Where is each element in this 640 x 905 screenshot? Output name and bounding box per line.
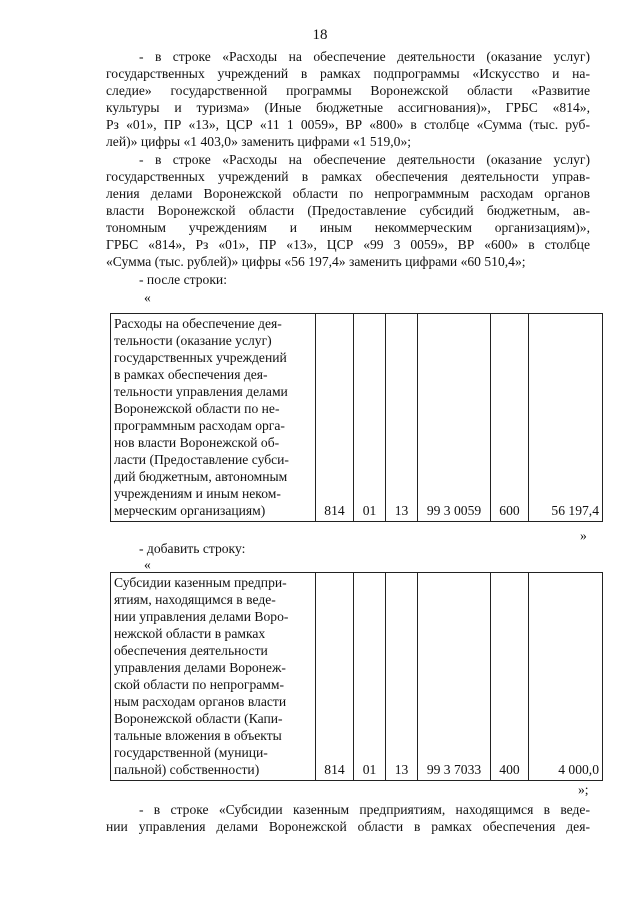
description-line: дий бюджетным, автономным bbox=[114, 469, 288, 484]
description-line: ской области по непрограмм- bbox=[114, 677, 285, 692]
text-line: тономным учреждениям и иным некоммерческим организациям)», bbox=[106, 220, 590, 235]
cell-rz: 01 bbox=[354, 314, 386, 522]
open-quote: « bbox=[144, 290, 151, 305]
description-line: управления делами Воронеж- bbox=[114, 660, 286, 675]
cell-pr: 13 bbox=[386, 573, 418, 781]
description-line: пальной) собственности) bbox=[114, 762, 260, 777]
description-line: учреждениям и иным неком- bbox=[114, 486, 281, 501]
cell-grbs: 814 bbox=[316, 573, 354, 781]
paragraph-amendment-3 bbox=[106, 801, 590, 835]
label-text: - добавить строку: bbox=[139, 541, 246, 556]
budget-table-existing-row bbox=[110, 313, 603, 522]
description-line: тальные вложения в объекты bbox=[114, 728, 282, 743]
page-number: 18 bbox=[312, 27, 328, 43]
description-line: нии управления делами Воро- bbox=[114, 609, 289, 624]
text-line: - в строке «Субсидии казенным предприятиям, находящимся в веде- bbox=[139, 802, 590, 817]
text-line: государственных учреждений в рамках подпрограммы «Искусство и на- bbox=[106, 66, 590, 81]
description-line: Расходы на обеспечение дея- bbox=[114, 316, 282, 331]
description-line: обеспечения деятельности bbox=[114, 643, 268, 658]
text-line: лей)» цифры «1 403,0» заменить цифрами «1 519,0»; bbox=[106, 134, 412, 149]
description-line: ным расходам органов власти bbox=[114, 694, 287, 709]
description-line: ласти (Предоставление субси- bbox=[114, 452, 289, 467]
text-line: «Сумма (тыс. рублей)» цифры «56 197,4» заменить цифрами «60 510,4»; bbox=[106, 254, 526, 269]
row-description bbox=[111, 314, 316, 522]
paragraph-amendment-1 bbox=[106, 48, 590, 150]
cell-csr: 99 3 0059 bbox=[418, 314, 491, 522]
description-line: государственной (муници- bbox=[114, 745, 268, 760]
cell-sum: 56 197,4 bbox=[529, 314, 603, 522]
cell-rz: 01 bbox=[354, 573, 386, 781]
text-line: следие» государственной программы Воронежской области «Развитие bbox=[106, 83, 590, 98]
label-text: - после строки: bbox=[139, 272, 227, 287]
table-row bbox=[111, 314, 603, 522]
cell-sum: 4 000,0 bbox=[529, 573, 603, 781]
text-line: нии управления делами Воронежской области в рамках обеспечения дея- bbox=[106, 819, 590, 834]
description-line: нежской области в рамках bbox=[114, 626, 266, 641]
description-line: государственных учреждений bbox=[114, 350, 287, 365]
description-line: тельности (оказание услуг) bbox=[114, 333, 272, 348]
description-line: мерческим организациям) bbox=[114, 503, 266, 518]
cell-csr: 99 3 7033 bbox=[418, 573, 491, 781]
row-description bbox=[111, 573, 316, 781]
open-quote: « bbox=[144, 557, 151, 572]
cell-pr: 13 bbox=[386, 314, 418, 522]
text-line: культуры и туризма» (Иные бюджетные ассигнования)», ГРБС «814», bbox=[106, 100, 590, 115]
text-line: ления делами Воронежской области по непрограммным расходам органов bbox=[106, 186, 590, 201]
text-line: Рз «01», ПР «13», ЦСР «11 1 0059», ВР «800» в столбце «Сумма (тыс. руб- bbox=[106, 117, 590, 132]
text-line: - в строке «Расходы на обеспечение деятельности (оказание услуг) bbox=[139, 152, 590, 167]
description-line: ятиям, находящимся в веде- bbox=[114, 592, 276, 607]
cell-vr: 600 bbox=[491, 314, 529, 522]
description-line: в рамках обеспечения дея- bbox=[114, 367, 268, 382]
text-line: государственных учреждений в рамках обеспечения деятельности управ- bbox=[106, 169, 590, 184]
description-line: программным расходам орга- bbox=[114, 418, 285, 433]
description-line: Субсидии казенным предпри- bbox=[114, 575, 287, 590]
text-line: - в строке «Расходы на обеспечение деятельности (оказание услуг) bbox=[139, 49, 590, 64]
paragraph-amendment-2 bbox=[106, 151, 590, 270]
description-line: нов власти Воронежской об- bbox=[114, 435, 280, 450]
text-line: власти Воронежской области (Предоставление субсидий бюджетным, ав- bbox=[106, 203, 590, 218]
after-row-label bbox=[106, 271, 590, 288]
close-quote-semicolon: »; bbox=[578, 782, 589, 797]
close-quote: » bbox=[580, 528, 587, 543]
budget-table-new-row bbox=[110, 572, 603, 781]
text-line: ГРБС «814», Рз «01», ПР «13», ЦСР «99 3 0059», ВР «600» в столбце bbox=[106, 237, 590, 252]
cell-vr: 400 bbox=[491, 573, 529, 781]
add-row-label bbox=[106, 540, 590, 557]
cell-grbs: 814 bbox=[316, 314, 354, 522]
description-line: тельности управления делами bbox=[114, 384, 288, 399]
description-line: Воронежской области по не- bbox=[114, 401, 280, 416]
description-line: Воронежской области (Капи- bbox=[114, 711, 283, 726]
table-row bbox=[111, 573, 603, 781]
